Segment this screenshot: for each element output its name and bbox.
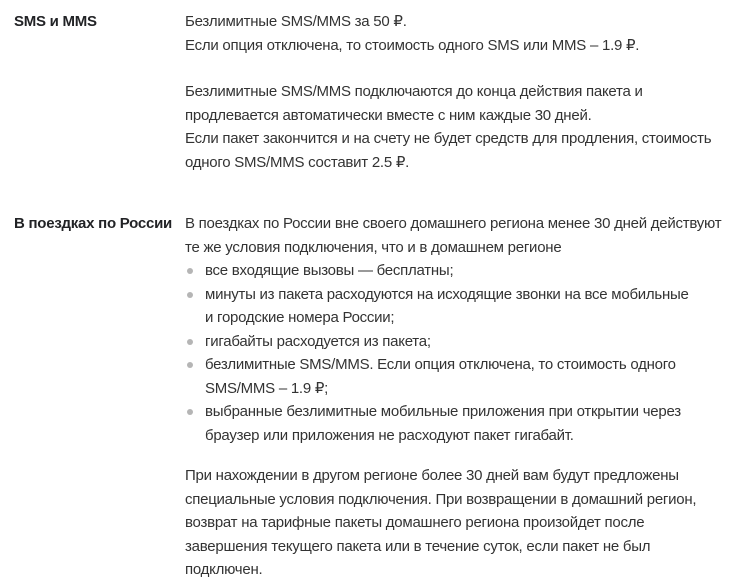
bullet-icon <box>187 292 193 298</box>
bullet-icon <box>187 268 193 274</box>
text-line: завершения текущего пакета или в течение суток, если пакет не был <box>185 537 651 555</box>
paragraph <box>185 212 723 259</box>
section-label: SMS и MMS <box>14 13 97 30</box>
bullet-icon <box>187 409 193 415</box>
list-item <box>185 353 723 400</box>
text-line: Если пакет закончится и на счету не будет средств для продления, стоимость <box>185 130 712 147</box>
paragraph <box>185 10 723 57</box>
bullet-icon <box>187 339 193 345</box>
section-content <box>185 212 723 582</box>
list-item <box>185 259 723 283</box>
tariff-sections <box>14 10 723 582</box>
text-line: безлимитные SMS/MMS. Если опция отключена, то стоимость одного <box>205 356 676 373</box>
text-line: браузер или приложения не расходуют пакет гигабайт. <box>205 426 574 444</box>
text-line: минуты из пакета расходуются на исходящие звонки на все мобильные <box>205 285 689 303</box>
text-line: одного SMS/MMS составит 2.5 ₽. <box>185 153 410 171</box>
paragraph <box>185 80 723 174</box>
text-line: подключен. <box>185 561 263 578</box>
text-line: выбранные безлимитные мобильные приложения при открытии через <box>205 403 681 420</box>
list-item <box>185 283 723 330</box>
text-line: В поездках по России вне своего домашнего региона менее 30 дней действуют <box>185 215 722 232</box>
text-line: При нахождении в другом регионе более 30 дней вам будут предложены <box>185 467 679 484</box>
text-line: Если опция отключена, то стоимость одного SMS или MMS – 1.9 ₽. <box>185 36 640 54</box>
tariff-section <box>14 10 723 174</box>
tariff-section <box>14 212 723 582</box>
text-line: продлевается автоматически вместе с ним каждые 30 дней. <box>185 106 592 124</box>
text-line: возврат на тарифные пакеты домашнего региона произойдет после <box>185 514 645 531</box>
text-line: гигабайты расходуется из пакета; <box>205 332 431 350</box>
bullet-icon <box>187 362 193 368</box>
bullet-list <box>185 259 723 447</box>
text-line: и городские номера России; <box>205 309 395 326</box>
text-line: Безлимитные SMS/MMS за 50 ₽. <box>185 13 407 30</box>
text-line: те же условия подключения, что и в домашнем регионе <box>185 238 562 256</box>
paragraph <box>185 464 723 582</box>
text-line: специальные условия подключения. При возвращении в домашний регион, <box>185 490 697 508</box>
text-line: SMS/MMS – 1.9 ₽; <box>205 379 329 397</box>
text-line: все входящие вызовы — бесплатны; <box>205 262 454 279</box>
list-item <box>185 330 723 354</box>
section-label: В поездках по России <box>14 215 173 232</box>
text-line: Безлимитные SMS/MMS подключаются до конца действия пакета и <box>185 83 643 100</box>
list-item <box>185 400 723 447</box>
section-content <box>185 10 723 174</box>
